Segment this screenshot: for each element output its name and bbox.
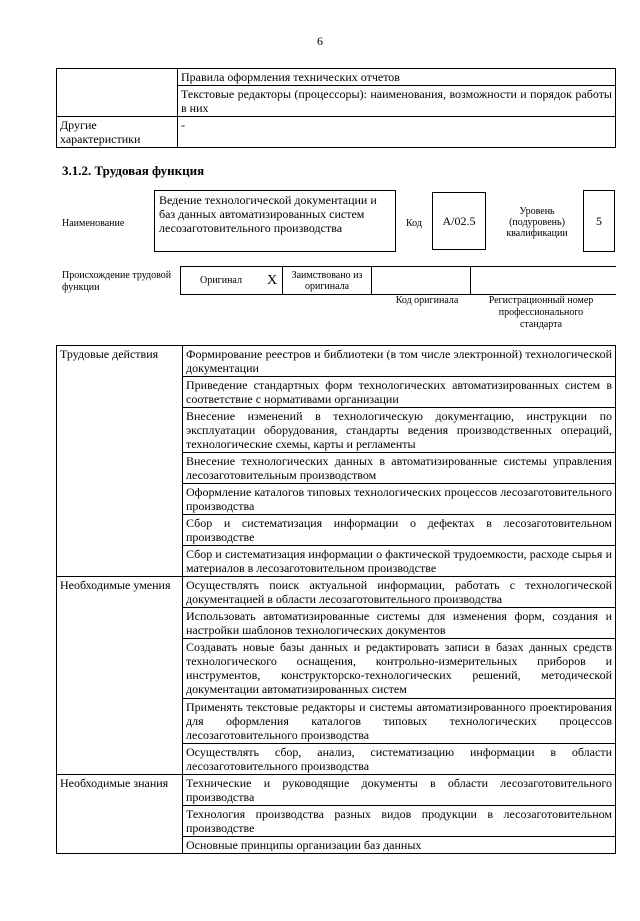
- table-cell: Внесение изменений в технологическую документацию, инструкции по эксплуатации оборудования, стандарты ведения производственных операций, технологические схемы, карты и регламенты: [183, 408, 616, 453]
- continuation-table: [56, 68, 616, 148]
- table-cell: Формирование реестров и библиотеки (в том числе электронной) технологической документации: [183, 346, 616, 377]
- table-cell: Текстовые редакторы (процессоры): наименования, возможности и порядок работы в них: [178, 86, 616, 117]
- table-cell: Правила оформления технических отчетов: [178, 69, 616, 86]
- table-cell: Основные принципы организации баз данных: [183, 837, 616, 854]
- table-cell: Технология производства разных видов продукции в лесозаготовительном производстве: [183, 806, 616, 837]
- borrowed-label: Заимствовано из оригинала: [282, 266, 372, 295]
- table-cell: Приведение стандартных форм технологических автоматизированных систем в соответствие с нормативами организации: [183, 377, 616, 408]
- table-cell: Сбор и систематизация информации о дефектах в лесозаготовительном производстве: [183, 515, 616, 546]
- level-label: Уровень (подуровень) квалификации: [506, 205, 568, 239]
- table-cell: Оформление каталогов типовых технологических процессов лесозаготовительного производства: [183, 484, 616, 515]
- level-value-box: 5: [583, 190, 615, 252]
- section-label: Необходимые знания: [57, 775, 183, 854]
- function-name-box: Ведение технологической документации и баз данных автоматизированных систем лесозаготовительного производства: [154, 190, 396, 252]
- section-label: Трудовые действия: [57, 346, 183, 577]
- table-cell: Осуществлять сбор, анализ, систематизацию информации в области лесозаготовительного производства: [183, 744, 616, 775]
- code-label: Код: [406, 218, 422, 229]
- origin-divider: [470, 266, 471, 295]
- table-cell: Сбор и систематизация информации о фактической трудоемкости, расходе сырья и материалов в лесозаготовительном производстве: [183, 546, 616, 577]
- labor-function-table: [56, 345, 616, 854]
- table-cell: Создавать новые базы данных и редактировать записи в базах данных средств технологического оснащения, контрольно-измерительных приборов и инструментов, конструкторско-технологических решений, методической документации автоматизированных систем: [183, 639, 616, 699]
- registration-caption: Регистрационный номер профессионального стандарта: [488, 295, 594, 330]
- table-cell: Технические и руководящие документы в области лесозаготовительного производства: [183, 775, 616, 806]
- original-mark: X: [266, 272, 278, 288]
- page-number: 6: [317, 34, 323, 48]
- table-label-cell: [57, 69, 178, 117]
- section-label: Необходимые умения: [57, 577, 183, 775]
- origin-label: Происхождение трудовой функции: [62, 270, 172, 293]
- table-cell: Осуществлять поиск актуальной информации, работать с технологической документацией в области лесозаготовительного производства: [183, 577, 616, 608]
- original-label: Оригинал: [200, 274, 242, 286]
- table-cell: Использовать автоматизированные системы для изменения форм, создания и настройки шаблонов технологических документов: [183, 608, 616, 639]
- section-heading: 3.1.2. Трудовая функция: [62, 163, 205, 178]
- table-cell: Внесение технологических данных в автоматизированные системы управления лесозаготовительным производством: [183, 453, 616, 484]
- table-cell: -: [178, 117, 616, 148]
- function-code-box: А/02.5: [432, 192, 486, 250]
- table-label-cell: Другие характеристики: [57, 117, 178, 148]
- code-original-caption: Код оригинала: [395, 295, 459, 306]
- name-label: Наименование: [62, 218, 125, 229]
- table-cell: Применять текстовые редакторы и системы автоматизированного проектирования для оформления каталогов типовых технологических процессов лесозаготовительного производства: [183, 699, 616, 744]
